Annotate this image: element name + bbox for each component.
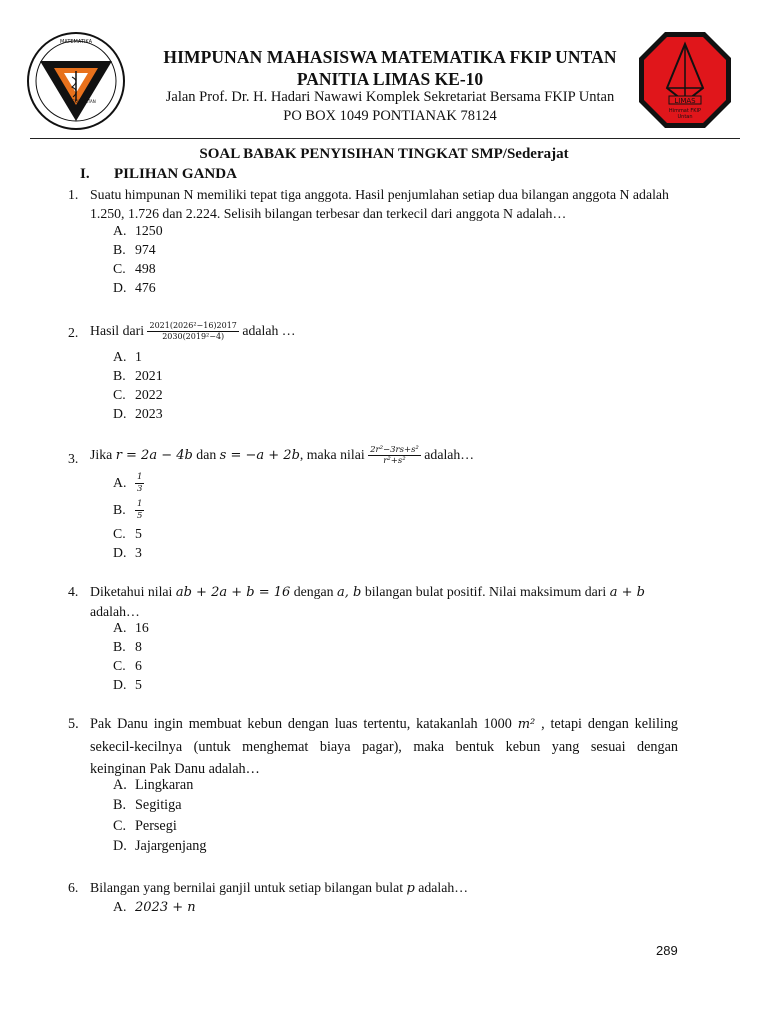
text: , tetapi dengan keliling xyxy=(541,716,679,732)
option-letter: C. xyxy=(113,387,126,402)
math: a, b xyxy=(337,585,362,600)
option-text: 16 xyxy=(135,620,149,635)
question-line: sekecil-kecilnya (untuk menghemat biaya pagar), maka bentuk kebun yang sesuai dengan xyxy=(90,739,678,755)
option-b xyxy=(113,368,163,384)
text: Diketahui nilai xyxy=(90,584,173,599)
question-number: 4. xyxy=(68,584,79,599)
option-letter: A. xyxy=(113,899,127,914)
option-letter: D. xyxy=(113,280,127,295)
math: ab + 2a + b = 16 xyxy=(175,585,291,600)
option-text: 1 xyxy=(135,349,142,364)
fraction-denominator: r²+s² xyxy=(383,456,406,467)
option-fraction xyxy=(135,500,144,520)
fraction xyxy=(368,446,421,466)
question-text xyxy=(90,713,678,780)
text: dan xyxy=(196,447,217,462)
document-title: SOAL BABAK PENYISIHAN TINGKAT SMP/Sederajat xyxy=(199,146,569,162)
question-line: keinginan Pak Danu adalah… xyxy=(90,761,260,777)
option-letter: A. xyxy=(113,777,127,793)
text: adalah… xyxy=(418,880,469,895)
header-rule xyxy=(30,138,740,139)
option-b xyxy=(113,797,182,814)
option-letter: A. xyxy=(113,349,127,364)
question-text xyxy=(90,582,678,621)
option-d xyxy=(113,280,156,296)
text: , maka nilai xyxy=(299,447,365,462)
fraction-denominator: 2030(2019²−4) xyxy=(162,332,225,342)
option-text: 2022 xyxy=(135,387,163,402)
question-line xyxy=(90,582,678,602)
question-5 xyxy=(68,713,678,780)
option-letter: B. xyxy=(113,368,126,383)
option-letter: A. xyxy=(113,475,127,490)
option-d xyxy=(113,838,206,855)
logo-text-bottom: FKIP UNTAN xyxy=(72,99,96,104)
option-d xyxy=(113,677,142,693)
question-line: 1.250, 1.726 dan 2.224. Selisih bilangan terbesar dan terkecil dari anggota N adalah… xyxy=(90,206,567,221)
option-letter: C. xyxy=(113,526,126,541)
option-text: 5 xyxy=(135,677,142,692)
option-c xyxy=(113,261,156,277)
text: adalah… xyxy=(424,447,475,462)
option-d xyxy=(113,406,163,422)
option-text: 8 xyxy=(135,639,142,654)
question-line xyxy=(90,713,678,736)
question-2 xyxy=(68,321,678,341)
option-text: 6 xyxy=(135,658,142,673)
option-a xyxy=(113,473,144,493)
option-text: 498 xyxy=(135,261,156,276)
text: Jika xyxy=(90,447,113,462)
option-text: 476 xyxy=(135,280,156,295)
option-c xyxy=(113,818,177,835)
question-6 xyxy=(68,878,678,898)
question-line: Suatu himpunan N memiliki tepat tiga anggota. Hasil penjumlahan setiap dua bilangan anggota N adalah xyxy=(90,187,669,202)
math: a + b xyxy=(609,585,645,600)
option-letter: C. xyxy=(113,818,127,834)
math: m² xyxy=(517,717,536,732)
math: r = 2a − 4b xyxy=(115,448,193,463)
option-letter: D. xyxy=(113,545,127,560)
question-text xyxy=(90,445,678,466)
text: Pak Danu ingin membuat kebun dengan luas tertentu, katakanlah 1000 xyxy=(90,716,512,732)
option-b xyxy=(113,500,144,520)
option-letter: D. xyxy=(113,838,127,854)
himmat-logo xyxy=(26,31,126,131)
option-a xyxy=(113,223,163,239)
org-name: HIMPUNAN MAHASISWA MATEMATIKA FKIP UNTAN xyxy=(163,47,617,67)
question-number: 6. xyxy=(68,880,79,895)
option-c xyxy=(113,526,142,542)
option-letter: D. xyxy=(113,677,127,692)
po-box: PO BOX 1049 PONTIANAK 78124 xyxy=(283,108,497,124)
option-letter: A. xyxy=(113,620,127,635)
option-a xyxy=(113,777,193,794)
text: dengan xyxy=(293,584,334,599)
question-line: adalah… xyxy=(90,604,140,619)
option-d xyxy=(113,545,142,561)
committee-name: PANITIA LIMAS KE-10 xyxy=(296,69,484,89)
question-suffix: adalah … xyxy=(242,323,296,338)
question-text xyxy=(90,878,678,898)
fraction-numerator: 2021(2026²−16)2017 xyxy=(149,321,237,331)
option-letter: B. xyxy=(113,797,127,813)
option-letter: B. xyxy=(113,502,126,517)
option-fraction xyxy=(135,473,144,493)
section-heading xyxy=(80,166,237,183)
option-a xyxy=(113,899,196,915)
section-number: I. xyxy=(80,166,90,182)
option-text: 1250 xyxy=(135,223,163,238)
option-text: 974 xyxy=(135,242,156,257)
option-letter: D. xyxy=(113,406,127,421)
option-text: Lingkaran xyxy=(135,777,194,793)
question-prefix: Hasil dari xyxy=(90,323,145,338)
math: p xyxy=(406,881,415,896)
question-number: 2. xyxy=(68,325,79,340)
fraction xyxy=(147,322,238,341)
option-text: 2021 xyxy=(135,368,163,383)
option-letter: C. xyxy=(113,261,126,276)
option-a xyxy=(113,620,149,636)
page-number: 289 xyxy=(656,943,678,958)
address: Jalan Prof. Dr. H. Hadari Nawawi Komplek Sekretariat Bersama FKIP Untan xyxy=(165,89,615,105)
question-4 xyxy=(68,582,678,621)
question-number: 5. xyxy=(68,716,79,732)
option-text: 3 xyxy=(135,545,142,560)
limas-sub2: Untan xyxy=(677,114,693,120)
text: bilangan bulat positif. Nilai maksimum dari xyxy=(364,584,607,599)
fraction-denominator: 5 xyxy=(137,510,143,521)
option-b xyxy=(113,639,142,655)
fraction-denominator: 3 xyxy=(137,483,143,494)
option-text: 5 xyxy=(135,526,142,541)
limas-sub1: Himmat FKIP xyxy=(668,108,702,114)
text: Bilangan yang bernilai ganjil untuk setiap bilangan bulat xyxy=(90,880,404,895)
fraction-numerator: 1 xyxy=(137,499,143,509)
option-b xyxy=(113,242,156,258)
option-text: Persegi xyxy=(135,818,177,834)
option-text: 2023 xyxy=(135,406,163,421)
option-a xyxy=(113,349,142,365)
option-letter: B. xyxy=(113,242,126,257)
question-text xyxy=(90,185,678,223)
question-number: 1. xyxy=(68,187,79,202)
question-1 xyxy=(68,185,678,223)
fraction-numerator: 1 xyxy=(137,472,143,482)
math: s = −a + 2b xyxy=(219,448,300,463)
fraction-numerator: 2r²−3rs+s² xyxy=(370,444,419,455)
option-letter: A. xyxy=(113,223,127,238)
option-c xyxy=(113,387,163,403)
question-number: 3. xyxy=(68,451,79,466)
logo-text-top: MATEMATIKA xyxy=(59,39,93,45)
question-text xyxy=(90,321,678,341)
section-title: PILIHAN GANDA xyxy=(114,166,237,182)
option-letter: C. xyxy=(113,658,126,673)
question-3 xyxy=(68,445,678,466)
option-text: Jajargenjang xyxy=(135,838,207,854)
option-c xyxy=(113,658,142,674)
option-text: Segitiga xyxy=(135,797,182,813)
limas-label: LIMAS xyxy=(674,97,696,105)
option-letter: B. xyxy=(113,639,126,654)
option-text: 2023 + n xyxy=(135,900,196,915)
